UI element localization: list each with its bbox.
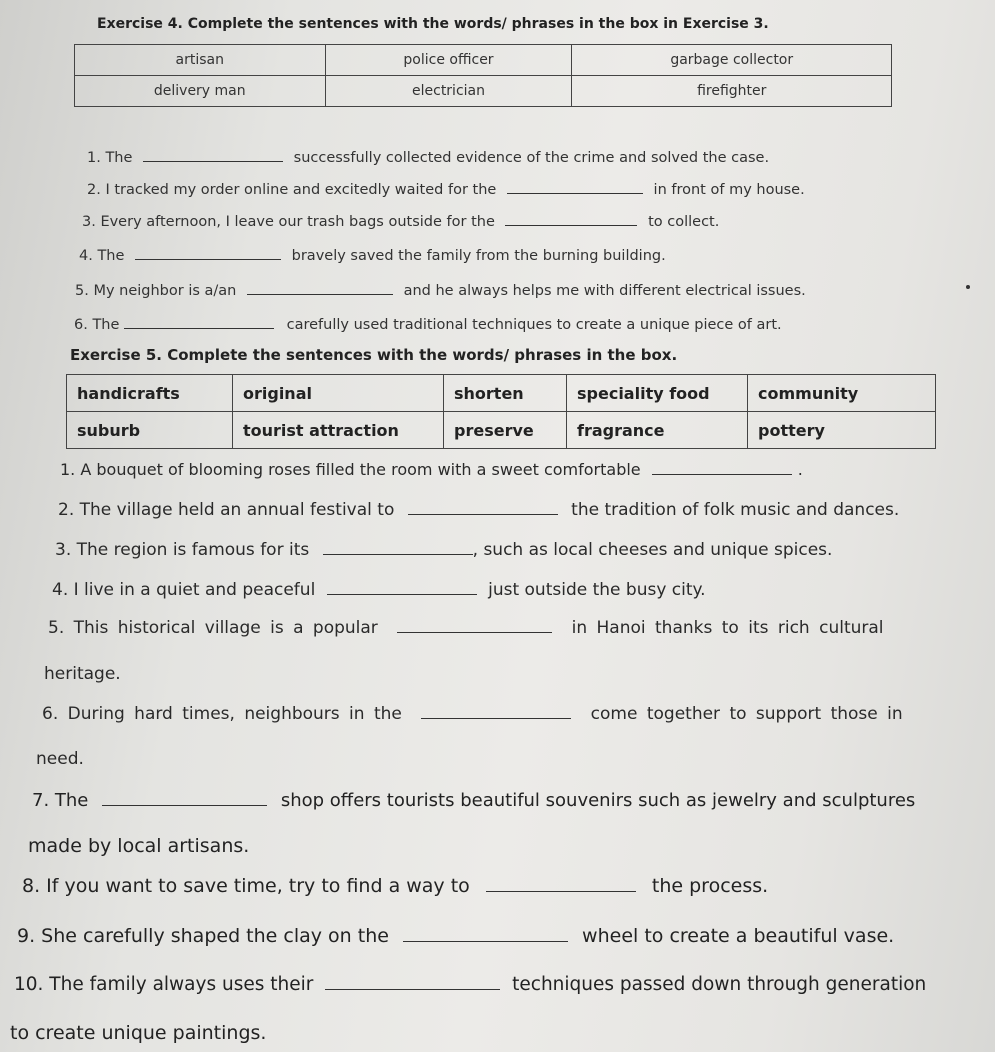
sentence-text: 2. The village held an annual festival to — [58, 500, 395, 520]
sentence-text: 8. If you want to save time, try to find a way to — [22, 875, 470, 897]
sentence-text: 6. The — [74, 317, 120, 333]
answer-blank[interactable] — [124, 328, 274, 329]
word-box-cell: firefighter — [572, 76, 892, 107]
sentence-text: in Hanoi thanks to its rich cultural — [571, 618, 884, 638]
answer-blank[interactable] — [135, 259, 281, 260]
exercise-5-sentence — [58, 500, 899, 520]
sentence-text: and he always helps me with different electrical issues. — [403, 283, 806, 299]
sentence-text: techniques passed down through generation — [512, 974, 927, 995]
answer-blank[interactable] — [652, 474, 792, 475]
answer-blank[interactable] — [408, 514, 558, 515]
word-box-cell: original — [233, 375, 444, 412]
sentence-text: 9. She carefully shaped the clay on the — [17, 925, 389, 947]
word-box-cell: police officer — [325, 45, 572, 76]
exercise-5-title: Exercise 5. Complete the sentences with the words/ phrases in the box. — [70, 346, 678, 364]
ink-dot — [966, 285, 970, 289]
answer-blank[interactable] — [323, 554, 473, 555]
sentence-text: 3. Every afternoon, I leave our trash bags outside for the — [82, 214, 495, 230]
exercise-5-sentence — [52, 580, 706, 600]
answer-blank[interactable] — [247, 294, 393, 295]
word-box-cell: artisan — [75, 45, 326, 76]
sentence-continuation: made by local artisans. — [28, 835, 250, 857]
sentence-text: in front of my house. — [653, 182, 805, 198]
word-box-cell: suburb — [67, 412, 233, 449]
word-box-cell: electrician — [325, 76, 572, 107]
sentence-text: 4. The — [79, 248, 125, 264]
exercise-5-sentence — [48, 618, 884, 638]
answer-blank[interactable] — [397, 632, 552, 633]
exercise-4-sentence — [74, 317, 782, 333]
sentence-text: come together to support those in — [590, 704, 903, 724]
sentence-text: the process. — [651, 875, 769, 897]
answer-blank[interactable] — [325, 989, 500, 990]
sentence-text: 7. The — [32, 790, 89, 811]
sentence-text: 5. This historical village is a popular — [48, 618, 378, 638]
word-box-cell: fragrance — [567, 412, 748, 449]
sentence-text: 2. I tracked my order online and excitedly waited for the — [87, 182, 497, 198]
exercise-4-sentence — [87, 182, 805, 198]
answer-blank[interactable] — [403, 941, 568, 942]
exercise-5-sentence — [60, 460, 803, 479]
sentence-text: to collect. — [648, 214, 720, 230]
sentence-text: 10. The family always uses their — [14, 974, 314, 995]
exercise-4-sentence — [75, 283, 806, 299]
sentence-continuation: heritage. — [44, 664, 121, 684]
word-box-cell: tourist attraction — [233, 412, 444, 449]
exercise-4-sentence — [82, 214, 719, 230]
sentence-text: 4. I live in a quiet and peaceful — [52, 580, 316, 600]
word-box-cell: delivery man — [75, 76, 326, 107]
word-box-cell: speciality food — [567, 375, 748, 412]
word-box-cell: preserve — [444, 412, 567, 449]
sentence-text: the tradition of folk music and dances. — [571, 500, 900, 520]
word-box-row — [75, 76, 892, 107]
word-box-cell: garbage collector — [572, 45, 892, 76]
answer-blank[interactable] — [486, 891, 636, 892]
sentence-text: 1. A bouquet of blooming roses filled the room with a sweet comfortable — [60, 460, 641, 479]
exercise-5-sentence — [17, 925, 894, 947]
word-box-row — [67, 412, 936, 449]
exercise-4-sentence — [87, 150, 769, 166]
exercise-4-sentence — [79, 248, 666, 264]
exercise-5-sentence — [42, 704, 903, 724]
sentence-text: carefully used traditional techniques to create a unique piece of art. — [286, 317, 782, 333]
answer-blank[interactable] — [507, 193, 643, 194]
sentence-text: bravely saved the family from the burning building. — [291, 248, 666, 264]
sentence-continuation: to create unique paintings. — [10, 1022, 267, 1044]
word-box-cell: pottery — [748, 412, 936, 449]
word-box-cell: handicrafts — [67, 375, 233, 412]
sentence-text: wheel to create a beautiful vase. — [582, 925, 895, 947]
word-box-cell: shorten — [444, 375, 567, 412]
exercise-4-title: Exercise 4. Complete the sentences with the words/ phrases in the box in Exercise 3. — [97, 16, 769, 32]
sentence-text: 1. The — [87, 150, 133, 166]
exercise-5-sentence — [22, 875, 768, 897]
sentence-text: shop offers tourists beautiful souvenirs such as jewelry and sculptures — [280, 790, 916, 811]
exercise-5-sentence — [55, 540, 832, 560]
sentence-text: , such as local cheeses and unique spices. — [472, 540, 833, 560]
answer-blank[interactable] — [102, 805, 267, 806]
exercise-4-word-box — [74, 44, 892, 107]
sentence-text: . — [797, 460, 803, 479]
answer-blank[interactable] — [421, 718, 571, 719]
answer-blank[interactable] — [143, 161, 283, 162]
answer-blank[interactable] — [505, 225, 637, 226]
sentence-text: 3. The region is famous for its — [55, 540, 310, 560]
sentence-text: just outside the busy city. — [488, 580, 706, 600]
answer-blank[interactable] — [327, 594, 477, 595]
sentence-text: 6. During hard times, neighbours in the — [42, 704, 402, 724]
sentence-continuation: need. — [36, 749, 84, 769]
word-box-row — [67, 375, 936, 412]
sentence-text: successfully collected evidence of the crime and solved the case. — [293, 150, 770, 166]
exercise-5-word-box — [66, 374, 936, 449]
exercise-5-sentence — [14, 974, 926, 995]
exercise-5-sentence — [32, 790, 915, 811]
word-box-row — [75, 45, 892, 76]
sentence-text: 5. My neighbor is a/an — [75, 283, 237, 299]
word-box-cell: community — [748, 375, 936, 412]
